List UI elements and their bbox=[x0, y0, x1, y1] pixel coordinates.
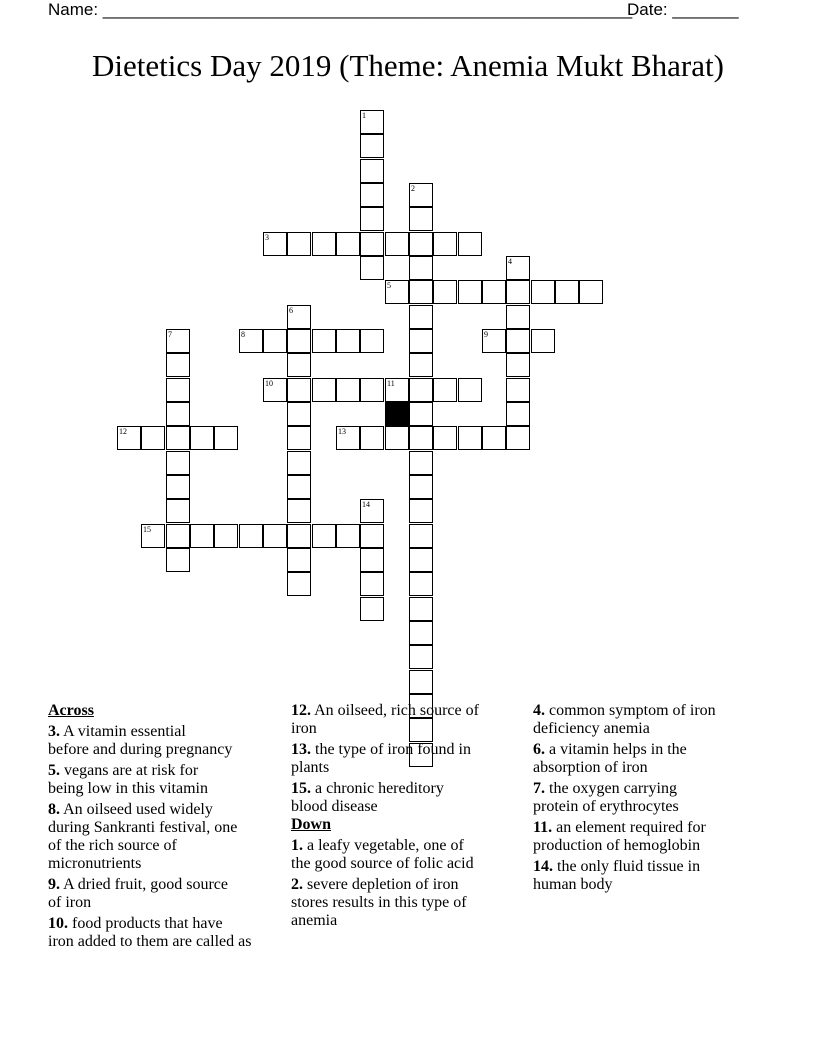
clues-column-2 bbox=[291, 702, 517, 930]
crossword-cell[interactable] bbox=[579, 280, 603, 304]
crossword-cell[interactable] bbox=[360, 207, 384, 231]
blocked-cell bbox=[385, 402, 409, 426]
crossword-cell[interactable] bbox=[287, 378, 311, 402]
crossword-cell[interactable] bbox=[433, 426, 457, 450]
crossword-cell[interactable] bbox=[360, 110, 384, 134]
crossword-cell[interactable] bbox=[409, 183, 433, 207]
across-clue: 10. food products that have iron added to them are called as bbox=[48, 915, 252, 950]
clues-column-3 bbox=[533, 702, 773, 894]
crossword-cell[interactable] bbox=[385, 232, 409, 256]
down-clue: 7. the oxygen carrying protein of erythrocytes bbox=[533, 780, 679, 815]
crossword-cell[interactable] bbox=[409, 305, 433, 329]
down-clue: 14. the only fluid tissue in human body bbox=[533, 858, 701, 893]
crossword-cell[interactable] bbox=[409, 451, 433, 475]
crossword-cell[interactable] bbox=[409, 548, 433, 572]
crossword-cell[interactable] bbox=[409, 378, 433, 402]
crossword-cell[interactable] bbox=[385, 378, 409, 402]
crossword-cell[interactable] bbox=[141, 426, 165, 450]
crossword-cell[interactable] bbox=[312, 329, 336, 353]
crossword-cell[interactable] bbox=[166, 451, 190, 475]
crossword-cell[interactable] bbox=[506, 378, 530, 402]
crossword-cell[interactable] bbox=[360, 548, 384, 572]
crossword-cell[interactable] bbox=[166, 499, 190, 523]
crossword-cell[interactable] bbox=[360, 499, 384, 523]
crossword-cell[interactable] bbox=[409, 232, 433, 256]
crossword-cell[interactable] bbox=[166, 353, 190, 377]
crossword-cell[interactable] bbox=[336, 378, 360, 402]
clue-number: 11 bbox=[387, 379, 395, 388]
clue-number: 1 bbox=[362, 111, 366, 120]
crossword-cell[interactable] bbox=[287, 499, 311, 523]
crossword-cell[interactable] bbox=[312, 232, 336, 256]
crossword-cell[interactable] bbox=[360, 159, 384, 183]
crossword-cell[interactable] bbox=[433, 378, 457, 402]
crossword-cell[interactable] bbox=[555, 280, 579, 304]
crossword-cell[interactable] bbox=[458, 280, 482, 304]
across-clue: 5. vegans are at risk for being low in this vitamin bbox=[48, 762, 208, 797]
clue-number: 13 bbox=[338, 427, 346, 436]
crossword-cell[interactable] bbox=[336, 329, 360, 353]
clue-number: 2 bbox=[411, 184, 415, 193]
crossword-cell[interactable] bbox=[287, 548, 311, 572]
crossword-cell[interactable] bbox=[409, 597, 433, 621]
date-field-label: Date: _______ bbox=[627, 0, 739, 19]
crossword-cell[interactable] bbox=[263, 232, 287, 256]
crossword-cell[interactable] bbox=[336, 524, 360, 548]
crossword-cell[interactable] bbox=[312, 524, 336, 548]
crossword-cell[interactable] bbox=[117, 426, 141, 450]
crossword-cell[interactable] bbox=[506, 305, 530, 329]
crossword-cell[interactable] bbox=[263, 524, 287, 548]
crossword-cell[interactable] bbox=[214, 524, 238, 548]
down-heading: Down bbox=[291, 816, 332, 833]
crossword-cell[interactable] bbox=[409, 475, 433, 499]
across-clue: 13. the type of iron found in plants bbox=[291, 741, 471, 776]
crossword-cell[interactable] bbox=[190, 426, 214, 450]
crossword-cell[interactable] bbox=[166, 475, 190, 499]
crossword-cell[interactable] bbox=[433, 280, 457, 304]
crossword-cell[interactable] bbox=[360, 134, 384, 158]
crossword-cell[interactable] bbox=[409, 353, 433, 377]
crossword-cell[interactable] bbox=[531, 280, 555, 304]
crossword-cell[interactable] bbox=[287, 572, 311, 596]
crossword-cell[interactable] bbox=[385, 280, 409, 304]
crossword-cell[interactable] bbox=[287, 475, 311, 499]
crossword-cell[interactable] bbox=[360, 232, 384, 256]
crossword-cell[interactable] bbox=[287, 232, 311, 256]
crossword-cell[interactable] bbox=[409, 329, 433, 353]
across-clue: 15. a chronic hereditory blood disease bbox=[291, 780, 444, 815]
crossword-cell[interactable] bbox=[482, 329, 506, 353]
crossword-cell[interactable] bbox=[482, 426, 506, 450]
crossword-cell[interactable] bbox=[287, 524, 311, 548]
crossword-cell[interactable] bbox=[190, 524, 214, 548]
crossword-cell[interactable] bbox=[287, 402, 311, 426]
crossword-cell[interactable] bbox=[166, 402, 190, 426]
page-title: Dietetics Day 2019 (Theme: Anemia Mukt Bharat) bbox=[92, 48, 724, 83]
clue-number: 5 bbox=[387, 281, 391, 290]
crossword-cell[interactable] bbox=[263, 329, 287, 353]
crossword-cell[interactable] bbox=[214, 426, 238, 450]
crossword-cell[interactable] bbox=[166, 524, 190, 548]
clues-column-1 bbox=[48, 702, 284, 951]
crossword-cell[interactable] bbox=[287, 353, 311, 377]
crossword-cell[interactable] bbox=[506, 353, 530, 377]
across-clue: 9. A dried fruit, good source of iron bbox=[48, 876, 228, 911]
crossword-cell[interactable] bbox=[506, 280, 530, 304]
crossword-cell[interactable] bbox=[409, 426, 433, 450]
crossword-cell[interactable] bbox=[360, 597, 384, 621]
crossword-cell[interactable] bbox=[409, 572, 433, 596]
across-heading: Across bbox=[48, 702, 94, 719]
clue-number: 10 bbox=[265, 379, 273, 388]
crossword-cell[interactable] bbox=[409, 280, 433, 304]
clue-number: 6 bbox=[289, 306, 293, 315]
crossword-cell[interactable] bbox=[458, 378, 482, 402]
crossword-cell[interactable] bbox=[239, 524, 263, 548]
down-clue: 11. an element required for production of hemoglobin bbox=[533, 819, 706, 854]
crossword-cell[interactable] bbox=[409, 670, 433, 694]
clue-number: 4 bbox=[508, 257, 512, 266]
clue-number: 14 bbox=[362, 500, 370, 509]
crossword-cell[interactable] bbox=[506, 329, 530, 353]
crossword-cell[interactable] bbox=[506, 426, 530, 450]
crossword-cell[interactable] bbox=[458, 426, 482, 450]
crossword-cell[interactable] bbox=[360, 183, 384, 207]
clue-number: 12 bbox=[119, 427, 127, 436]
across-clue: 8. An oilseed used widely during Sankranti festival, one of the rich source of micronutrients bbox=[48, 801, 238, 872]
crossword-cell[interactable] bbox=[360, 378, 384, 402]
crossword-cell[interactable] bbox=[409, 207, 433, 231]
crossword-cell[interactable] bbox=[336, 232, 360, 256]
down-clue: 4. common symptom of iron deficiency anemia bbox=[533, 702, 716, 737]
crossword-cell[interactable] bbox=[239, 329, 263, 353]
clue-number: 8 bbox=[241, 330, 245, 339]
down-clue: 2. severe depletion of iron stores results in this type of anemia bbox=[291, 876, 467, 929]
crossword-cell[interactable] bbox=[166, 378, 190, 402]
crossword-cell[interactable] bbox=[506, 402, 530, 426]
down-clue: 1. a leafy vegetable, one of the good source of folic acid bbox=[291, 837, 474, 872]
crossword-cell[interactable] bbox=[287, 426, 311, 450]
crossword-cell[interactable] bbox=[360, 426, 384, 450]
crossword-cell[interactable] bbox=[385, 426, 409, 450]
crossword-cell[interactable] bbox=[409, 499, 433, 523]
crossword-cell[interactable] bbox=[409, 524, 433, 548]
crossword-cell[interactable] bbox=[360, 524, 384, 548]
across-clue: 3. A vitamin essential before and during pregnancy bbox=[48, 723, 233, 758]
name-field-label: Name: ________________________________________________________ bbox=[48, 0, 633, 19]
crossword-cell[interactable] bbox=[360, 572, 384, 596]
crossword-cell[interactable] bbox=[409, 645, 433, 669]
crossword-cell[interactable] bbox=[531, 329, 555, 353]
crossword-cell[interactable] bbox=[263, 378, 287, 402]
crossword-cell[interactable] bbox=[336, 426, 360, 450]
crossword-cell[interactable] bbox=[409, 402, 433, 426]
crossword-cell[interactable] bbox=[166, 548, 190, 572]
crossword-cell[interactable] bbox=[360, 329, 384, 353]
crossword-cell[interactable] bbox=[360, 256, 384, 280]
crossword-cell[interactable] bbox=[312, 378, 336, 402]
across-clue: 12. An oilseed, rich source of iron bbox=[291, 702, 479, 737]
crossword-cell[interactable] bbox=[166, 426, 190, 450]
crossword-cell[interactable] bbox=[433, 232, 457, 256]
crossword-cell[interactable] bbox=[409, 621, 433, 645]
crossword-cell[interactable] bbox=[458, 232, 482, 256]
crossword-cell[interactable] bbox=[141, 524, 165, 548]
crossword-cell[interactable] bbox=[409, 256, 433, 280]
crossword-cell[interactable] bbox=[287, 305, 311, 329]
down-clue: 6. a vitamin helps in the absorption of iron bbox=[533, 741, 687, 776]
clue-number: 3 bbox=[265, 233, 269, 242]
clue-number: 9 bbox=[484, 330, 488, 339]
crossword-cell[interactable] bbox=[482, 280, 506, 304]
clue-number: 15 bbox=[143, 525, 151, 534]
crossword-cell[interactable] bbox=[166, 329, 190, 353]
crossword-cell[interactable] bbox=[287, 451, 311, 475]
crossword-cell[interactable] bbox=[506, 256, 530, 280]
crossword-cell[interactable] bbox=[287, 329, 311, 353]
clue-number: 7 bbox=[168, 330, 172, 339]
